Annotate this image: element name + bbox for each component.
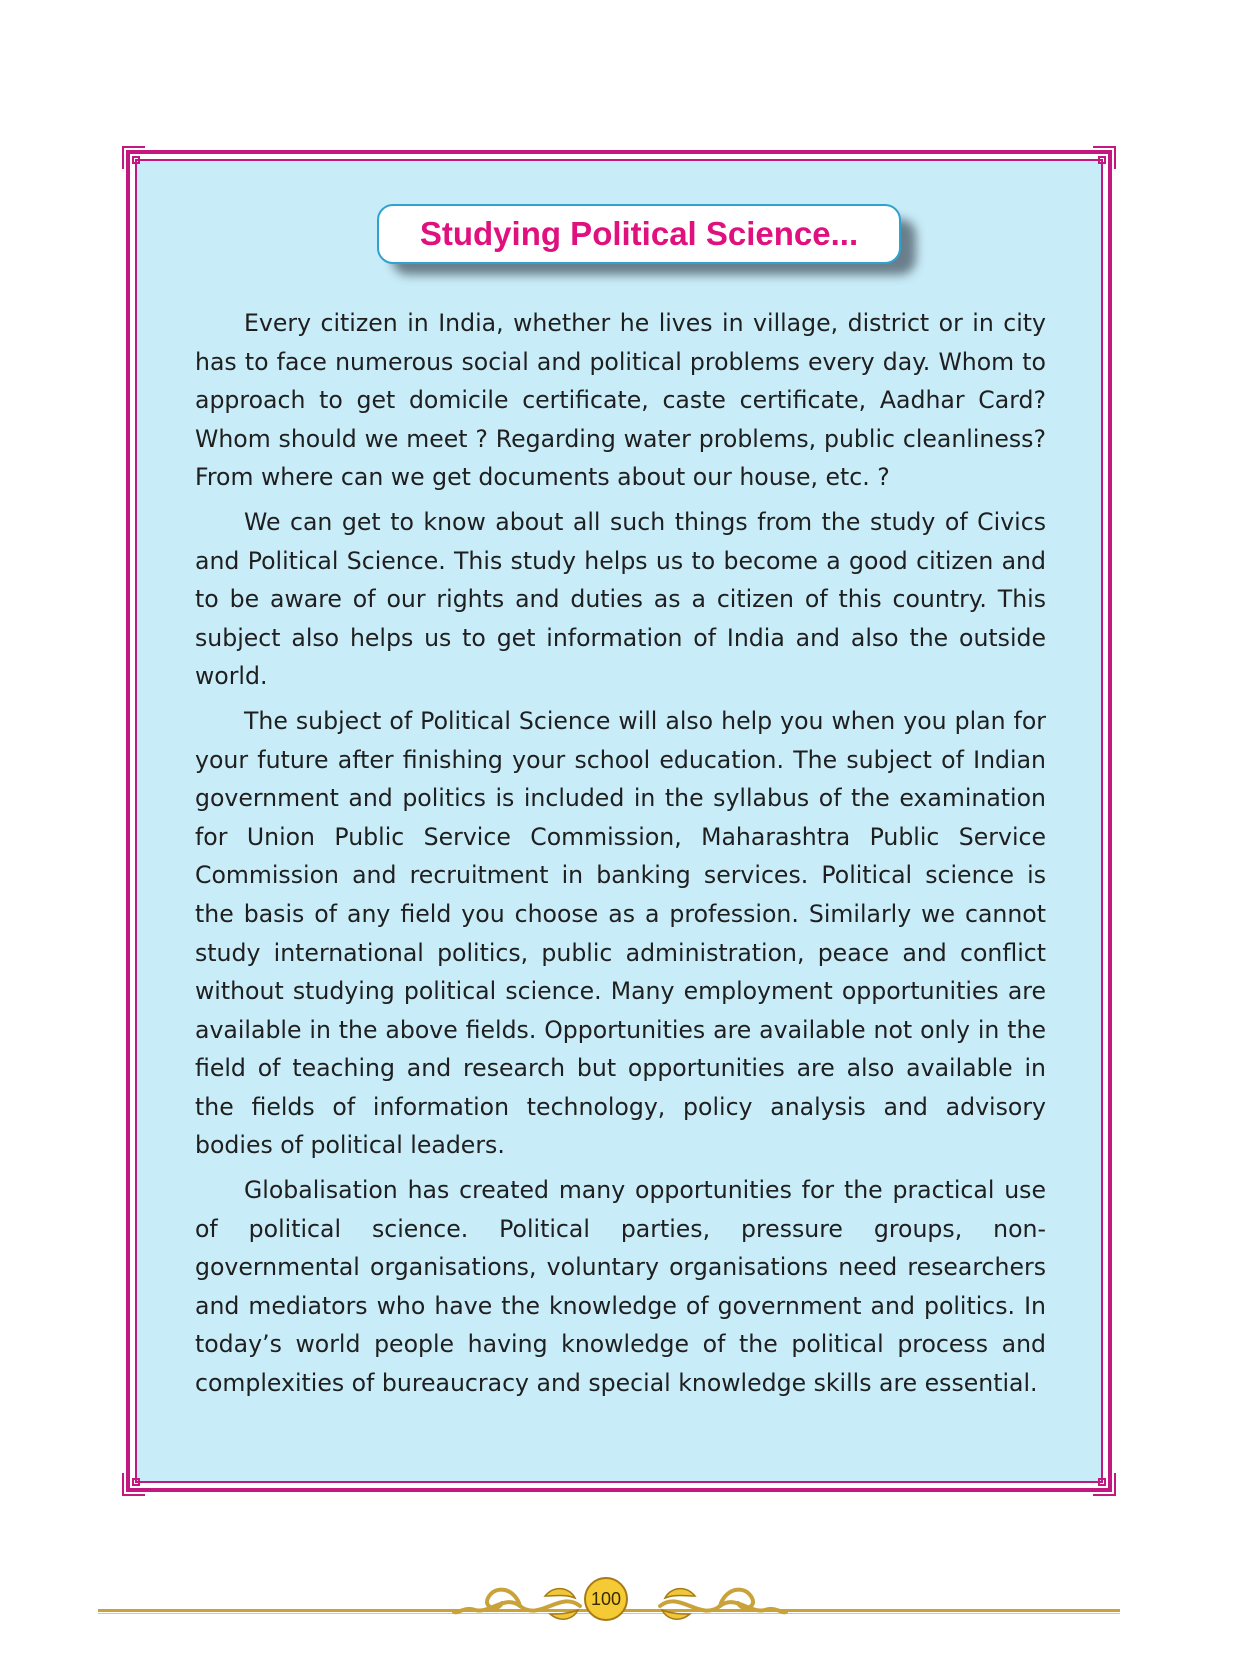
- section-title: Studying Political Science...: [377, 204, 901, 264]
- page-number: 100: [584, 1577, 628, 1621]
- corner-ornament-top-left-icon: [121, 145, 147, 171]
- body-text: [195, 304, 1046, 1409]
- paragraph-2: We can get to know about all such things from the study of Civics and Political Science. This study helps us to become a good citizen and to be aware of our rights and duties as a citizen of this country. This subject also helps us to get information of India and also the outside world.: [195, 507, 1046, 691]
- corner-ornament-bottom-right-icon: [1091, 1471, 1117, 1497]
- paragraph-3: The subject of Political Science will also help you when you plan for your future after finishing your school education. The subject of Indian government and politics is included in the syllabus of the examination for Union Public Service Commission, Maharashtra Public Service Commission and recruitment in banking services. Political science is the basis of any field you choose as a profession. Similarly we cannot study international politics, public administration, peace and conflict without studying political science. Many employment opportunities are available in the above fields. Opportunities are available not only in the field of teaching and research but opportunities are also available in the fields of information technology, policy analysis and advisory bodies of political leaders.: [195, 706, 1046, 1160]
- paragraph-4: Globalisation has created many opportunities for the practical use of political science. Political parties, pressure groups, non-governmental organisations, voluntary organisations need researchers and mediators who have the knowledge of government and politics. In today’s world people having knowledge of the political process and complexities of bureaucracy and special knowledge skills are essential.: [195, 1176, 1046, 1398]
- paragraph-1: Every citizen in India, whether he lives in village, district or in city has to face numerous social and political problems every day. Whom to approach to get domicile certificate, caste certificate, Aadhar Card? Whom should we meet ? Regarding water problems, public cleanliness? From where can we get documents about our house, etc. ?: [195, 309, 1046, 492]
- corner-ornament-top-right-icon: [1091, 145, 1117, 171]
- corner-ornament-bottom-left-icon: [121, 1471, 147, 1497]
